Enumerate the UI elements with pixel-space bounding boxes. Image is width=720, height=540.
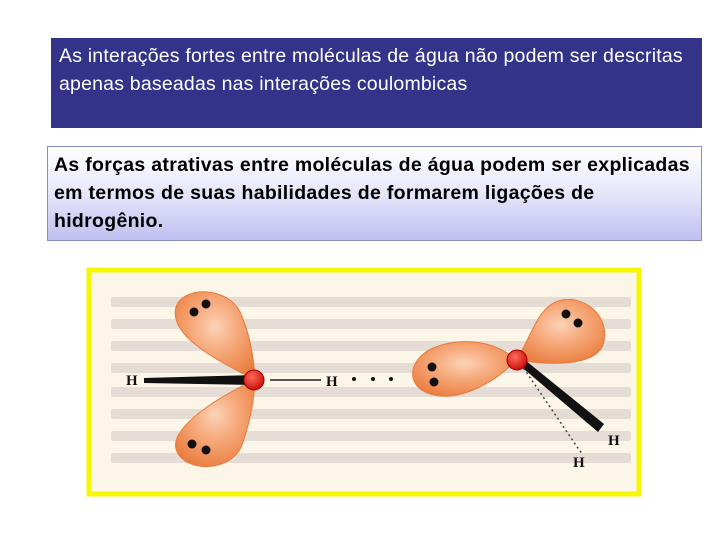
title-text: As interações fortes entre moléculas de água não podem ser descritas apenas baseadas nas interações coulombicas <box>59 45 683 95</box>
electron-dot <box>202 446 211 455</box>
left-hydrogen-label: H <box>126 373 138 389</box>
left-oxygen-atom <box>244 370 264 390</box>
electron-dot <box>202 300 211 309</box>
water-hydrogen-bond-diagram <box>86 267 642 497</box>
title-box-coulombic <box>51 38 702 128</box>
hydrogen-bond-dot <box>371 377 375 381</box>
right-hydrogen-label-1: H <box>608 433 620 449</box>
right-hydrogen-label-2: H <box>573 455 585 471</box>
hydrogen-bond-dot <box>389 377 393 381</box>
electron-dot <box>430 378 439 387</box>
electron-dot <box>574 319 583 328</box>
right-oxygen-atom <box>507 350 527 370</box>
subtitle-text: As forças atrativas entre moléculas de água podem ser explicadas em termos de suas habilidades de formarem ligações de hidrogênio. <box>54 154 690 232</box>
bridging-hydrogen-label: H <box>326 374 338 390</box>
subtitle-box-hydrogen-bonds <box>47 146 702 241</box>
electron-dot <box>190 308 199 317</box>
electron-dot <box>562 310 571 319</box>
electron-dot <box>188 440 197 449</box>
diagram-svg <box>86 267 642 497</box>
hydrogen-bond-dot <box>352 377 356 381</box>
electron-dot <box>428 363 437 372</box>
